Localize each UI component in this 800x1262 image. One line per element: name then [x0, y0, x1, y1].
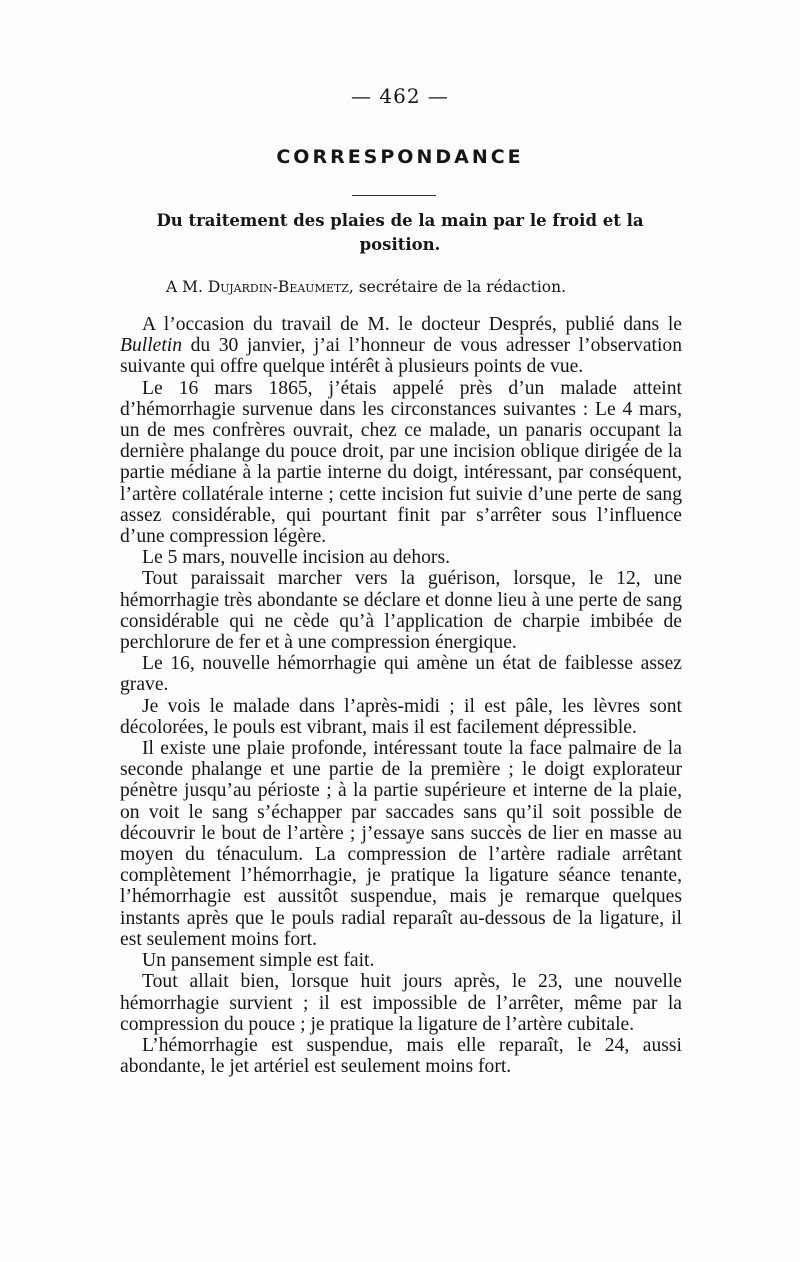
- journal-name-emphasis: Bulletin: [120, 335, 183, 357]
- paragraph: Tout paraissait marcher vers la guérison, lorsque, le 12, une hémorrhagie très abondante se déclare et donne lieu à une perte de sang considérable qui ne cède qu’à l’application de charpie imbibée de perchlorure de fer et à une compression énergique.: [120, 568, 682, 654]
- article-body: [120, 314, 682, 1077]
- page-number: — 462 —: [351, 84, 449, 108]
- article-title: Du traitement des plaies de la main par le froid et la position.: [156, 211, 644, 254]
- paragraph: Il existe une plaie profonde, intéressant toute la face palmaire de la seconde phalange et une partie de la première ; le doigt explorateur pénètre jusqu’au périoste ; à la partie supérieure et interne de la plaie, on voit le sang s’échapper par saccades sans qu’il soit possible de découvrir le bout de l’artère ; j’essaye sans succès de lier en masse au moyen du ténaculum. La compression de l’artère radiale arrêtant complètement l’hémorrhagie, je pratique la ligature séance tenante, l’hémorrhagie est aussitôt suspendue, mais je remarque quelques instants après que le pouls radial reparaît au-dessous de la ligature, il est seulement moins fort.: [120, 738, 682, 950]
- paragraph: Un pansement simple est fait.: [142, 950, 375, 972]
- paragraph: Tout allait bien, lorsque huit jours après, le 23, une nouvelle hémorrhagie survient ; il est impossible de l’arrêter, même par la compression du pouce ; je pratique la ligature de l’artère cubitale.: [120, 971, 682, 1035]
- salutation: [166, 278, 566, 296]
- paragraph: A l’occasion du travail de M. le docteur Després, publié dans le Bulletin du 30 janvier, j’ai l’honneur de vous adresser l’observation suivante qui offre quelque intérêt à plusieurs points de vue.: [120, 314, 682, 378]
- section-title: CORRESPONDANCE: [276, 146, 524, 168]
- paragraph: Le 16 mars 1865, j’étais appelé près d’un malade atteint d’hémorrhagie survenue dans les circonstances suivantes : Le 4 mars, un de mes confrères ouvrait, chez ce malade, un panaris occupant la dernière phalange du pouce droit, par une incision oblique dirigée de la partie médiane à la partie interne du doigt, intéressant, par conséquent, l’artère collatérale interne ; cette incision fut suivie d’une perte de sang assez considérable, qui pourtant finit par s’arrêter sous l’influence d’une compression légère.: [120, 377, 682, 548]
- paragraph: Le 5 mars, nouvelle incision au dehors.: [142, 547, 450, 569]
- salutation-name: Dujardin-Beaumetz,: [207, 278, 354, 296]
- paragraph: Le 16, nouvelle hémorrhagie qui amène un état de faiblesse assez grave.: [120, 653, 682, 696]
- salutation-suffix: secrétaire de la rédaction.: [358, 278, 567, 296]
- paragraph: Je vois le malade dans l’après-midi ; il est pâle, les lèvres sont décolorées, le pouls est vibrant, mais il est facilement dépressible.: [120, 695, 682, 738]
- title-rule-divider: [352, 195, 436, 196]
- paragraph: L’hémorrhagie est suspendue, mais elle reparaît, le 24, aussi abondante, le jet artériel est seulement moins fort.: [120, 1034, 682, 1078]
- salutation-prefix: A M.: [166, 278, 203, 296]
